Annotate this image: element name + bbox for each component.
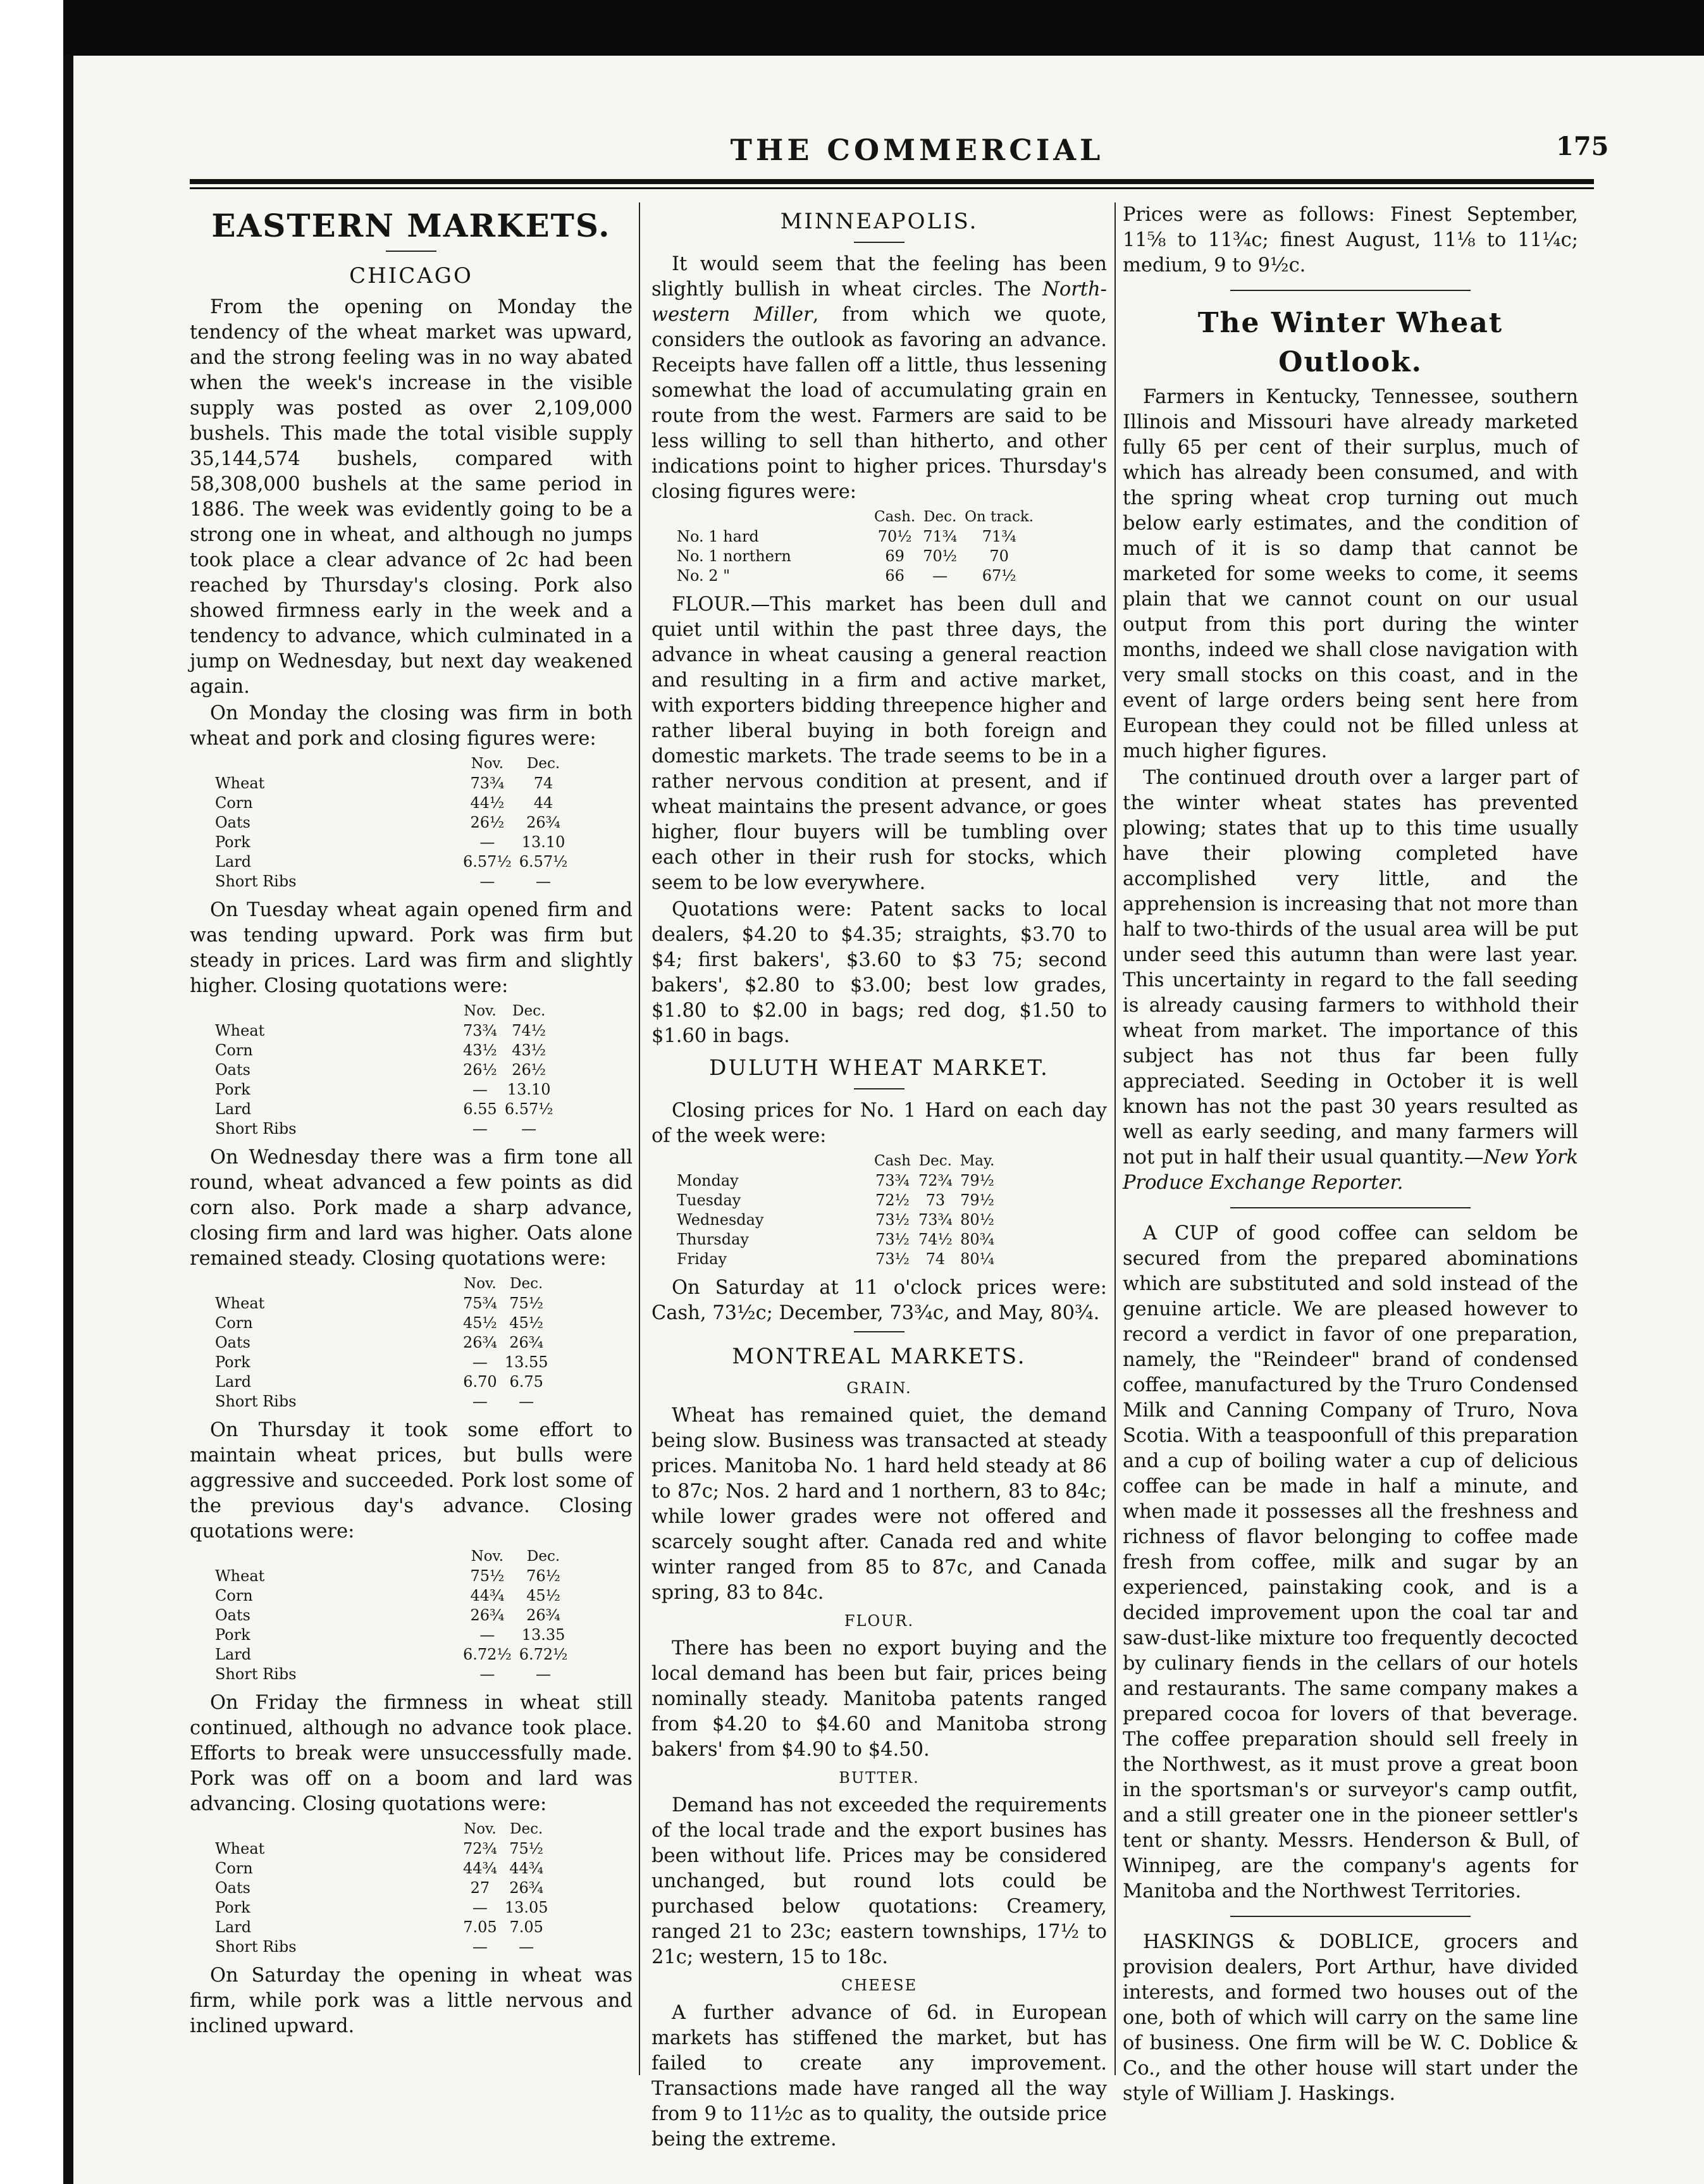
table-cell: 74 [925,1250,946,1268]
table-cell: 13.05 [504,1899,548,1916]
table-cell: — [479,1626,495,1644]
table-cell: — [479,1665,495,1683]
quote-table [215,1820,548,1957]
table-cell: — [519,1938,534,1956]
table-cell: Corn [215,1041,253,1059]
table-row [677,566,1034,586]
quote-table [215,1274,548,1412]
table-row [215,1021,553,1041]
paragraph: A CUP of good coffee can seldom be secured from the prepared abominations which are substituted and sold instead of the genuine article. We are pleased however to record a verdict in favor of one preparation, namely, the "Reindeer" brand of condensed coffee, manufactured by the Truro Condensed Milk and Canning Company of Truro, Nova Scotia. With a teaspoonfull of this preparation and a cup of boiling water a cup of delicious coffee can be made in half a minute, and when made it possesses all the freshness and richness of flavor belonging to coffee made fresh from coffee, milk and sugar by an experienced, painstaking cook, and is a decided improvement upon the coal tar and saw-dust-like mixture too frequently decocted by culinary fiends in the cellars of our hotels and restaurants. The same company makes a prepared cocoa for lovers of that beverage. The coffee preparation should sell freely in the Northwest, as it must prove a great boon in the sportsman's or surveyor's camp outfit, and a still greater one in the pioneer settler's tent or shanty. Messrs. Henderson & Bull, of Winnipeg, are the company's agents for Manitoba and the Northwest Territories. [1123,1222,1578,1902]
table-cell: 43½ [463,1041,497,1059]
table-cell: — [479,833,495,851]
table-cell: 6.57½ [504,1100,553,1118]
table-cell: Thursday [677,1231,749,1248]
table-cell: — [536,872,552,890]
column-header: Nov. [464,1821,497,1837]
table-cell: 79½ [960,1191,994,1209]
short-rule [854,1088,904,1089]
table-cell: Short Ribs [215,1120,297,1138]
table-cell: 73½ [875,1250,910,1268]
table-row [215,1372,548,1392]
table-row [215,833,567,852]
paragraph: On Saturday the opening in wheat was firm, while pork was a little nervous and inclined upward. [190,1964,633,2037]
paragraph: HASKINGS & DOBLICE, grocers and provision dealers, Port Arthur, have divided interests, and formed two houses out of the one, both of which will carry on the same line of business. One firm will be W. C. Doblice & Co., and the other house will start under the style of William J. Haskings. [1123,1931,1578,2105]
column-header: Cash [874,1153,911,1169]
table-cell: Lard [215,1100,252,1118]
table-cell: 67½ [982,567,1016,585]
table-row [215,813,567,833]
scan-left-margin [0,0,63,2184]
paragraph: On Monday the closing was firm in both wheat and pork and closing figures were: [190,702,633,750]
table-cell: Short Ribs [215,872,297,890]
table-row [215,1625,567,1645]
table-row [215,1665,567,1684]
table-row [215,1080,553,1100]
paragraph: Farmers in Kentucky, Tennessee, southern Illinois and Missouri have already marketed fully 65 per cent of their surplus, much of which has already been consumed, and with the spring wheat crop turning out much below early estimates, and the condition of much of it is so damp that cannot be marketed for some weeks to come, it seems plain that we cannot count on our usual output from this port during the winter months, indeed we shall close navigation with very small stocks on this coast, and in the event of large orders being sent here from European they could not be filled unless at much higher figures. [1123,386,1578,762]
scan-binding-line [63,54,73,2184]
table-cell: 6.55 [463,1100,497,1118]
table-cell: Lard [215,853,252,871]
table-cell: 71¾ [923,528,958,545]
section-title: DULUTH WHEAT MARKET. [709,1055,1049,1081]
table-row [677,547,1034,566]
table-cell: 26¾ [463,1334,497,1351]
table-cell: Wheat [215,774,265,792]
page-number: 175 [1556,132,1609,161]
paragraph: On Saturday at 11 o'clock prices were: Cash, 73½c; December, 73¾c, and May, 80¾. [651,1277,1107,1324]
table-cell: — [932,567,948,585]
table-row [215,1878,548,1898]
table-cell: Lard [215,1646,252,1663]
subsection-title: CHICAGO [349,263,473,289]
paragraph: Quotations were: Patent sacks to local dealers, $4.20 to $4.35; straights, $3.70 to $4; first bakers', $3.60 to $3 75; second bakers', $2.80 to $3.00; best low grades, $1.80 to $2.00 in bags; red dog, $1.50 to $1.60 in bags. [651,898,1107,1047]
table-cell: Corn [215,1314,253,1332]
column-rule [1114,202,1116,2075]
table-cell: — [519,1393,534,1410]
table-cell: — [472,1081,488,1098]
table-cell: Wheat [215,1294,265,1312]
table-cell: 72½ [875,1191,910,1209]
table-cell: 27 [470,1879,490,1897]
paragraph: Demand has not exceeded the requirements of the local trade and the export busines has been without life. Prices may be considered unchanged, but round lots could be purchased below quotations: Creamery, ranged 21 to 23c; eastern townships, 17½ to 21c; western, 15 to 18c. [651,1794,1107,1968]
table-cell: 76½ [526,1567,560,1585]
table-cell: 26¾ [526,1606,560,1624]
table-row [215,1041,553,1060]
table-row [215,1060,553,1080]
table-cell: 13.55 [504,1353,548,1371]
table-cell: 73¾ [875,1172,910,1189]
table-cell: 6.57½ [519,853,568,871]
table-row [215,1119,553,1139]
column-header: May. [960,1153,995,1169]
table-cell: 44¾ [470,1587,505,1604]
short-rule [854,1331,904,1332]
column-header: Dec. [510,1275,543,1292]
table-cell: 74½ [512,1022,546,1039]
column-header: Dec. [526,755,560,772]
table-row [215,793,567,813]
table-cell: 13.10 [507,1081,551,1098]
table-cell: Pork [215,1899,250,1916]
paragraph: On Tuesday wheat again opened firm and was tending upward. Pork was firm but steady in prices. Lard was firm and slightly higher. Closing quotations were: [190,899,633,997]
table-cell: 45½ [509,1314,544,1332]
column-rule [639,202,640,2075]
table-cell: — [472,1393,488,1410]
table-cell: 73½ [875,1231,910,1248]
table-cell: 73¾ [470,774,505,792]
ornament-rule [1230,290,1471,291]
table-cell: 45½ [526,1587,560,1604]
running-head: THE COMMERCIAL [730,133,1104,167]
table-cell: 73 [925,1191,946,1209]
table-cell: Friday [677,1250,727,1268]
table-cell: 26¾ [470,1606,505,1624]
paragraph: Closing prices for No. 1 Hard on each day of the week were: [651,1100,1107,1147]
column-header: Cash. [874,509,916,525]
subsection-title: FLOUR. [844,1612,915,1630]
table-row [215,1645,567,1665]
table-cell: 72¾ [463,1840,497,1858]
table-cell: Wednesday [677,1211,764,1229]
column-winter-wheat [1123,202,1578,2108]
table-cell: 13.35 [521,1626,565,1644]
table-row [677,1250,994,1269]
table-cell: 6.70 [463,1373,497,1391]
column-header: Dec. [510,1821,543,1837]
column-header: Nov. [464,1275,497,1292]
table-cell: Corn [215,1587,253,1604]
table-row [215,774,567,793]
ornament-rule [1230,1207,1471,1208]
table-row [215,1100,553,1119]
column-header: Nov. [471,1548,504,1565]
column-header: Dec. [918,1153,952,1169]
paragraph: On Thursday it took some effort to maintain wheat prices, but bulls were aggressive and succeeded. Pork lost some of the previous day's advance. Closing quotations were: [190,1419,633,1542]
table-cell: 70½ [923,547,958,565]
table-cell: 73¾ [463,1022,497,1039]
table-cell: 75¾ [463,1294,497,1312]
table-cell: 74½ [918,1231,953,1248]
table-cell: 70½ [877,528,912,545]
table-cell: 26½ [512,1061,546,1079]
table-row [215,1839,548,1859]
table-cell: 45½ [463,1314,497,1332]
table-cell: 80¼ [960,1250,994,1268]
quote-table [215,1002,553,1139]
table-cell: 43½ [512,1041,546,1059]
table-cell: 74 [533,774,553,792]
table-cell: 80¾ [960,1231,994,1248]
paragraph: From the opening on Monday the tendency of the wheat market was upward, and the strong feeling was in no way abated when the week's increase in the visible supply was posted as over 2,109,000 bushels. This made the total visible supply 35,144,574 bushels, compared with 58,308,000 bushels at the same period in 1886. The week was evidently going to be a strong one in wheat, and although no jumps took place a clear advance of 2c had been reached by Thursday's closing. Pork also showed firmness early in the week and a tendency to advance, which culminated in a jump on Wednesday, but next day weakened again. [190,296,633,698]
table-cell: 75½ [509,1294,544,1312]
table-row [215,1859,548,1878]
table-cell: Short Ribs [215,1665,297,1683]
table-cell: Short Ribs [215,1393,297,1410]
scan-top-edge [0,0,1704,56]
table-cell: Pork [215,1626,250,1644]
quote-table [215,754,567,891]
table-cell: 75½ [509,1840,544,1858]
table-cell: Wheat [215,1022,265,1039]
subsection-title: GRAIN. [846,1379,912,1397]
table-row [215,1918,548,1937]
paragraph: FLOUR.—This market has been dull and quiet until within the past three days, the advance in wheat causing a general reaction and resulting in a firm and active market, with exporters bidding threepence higher and rather liberal buying in both foreign and domestic markets. The trade seems to be in a rather nervous condition at present, and if wheat maintains the present advance, or goes higher, flour buyers will be tumbling over each other in their rush for stocks, which seem to be low everywhere. [651,593,1107,894]
table-row [677,1230,994,1250]
table-row [215,1606,567,1625]
section-title: EASTERN MARKETS. [211,207,611,244]
table-cell: 80½ [960,1211,994,1229]
table-cell: 6.75 [509,1373,543,1391]
table-cell: Oats [215,1879,250,1897]
table-cell: Corn [215,1859,253,1877]
table-cell: 26¾ [509,1334,544,1351]
table-cell: Corn [215,794,253,812]
table-row [215,1567,567,1586]
table-cell: Lard [215,1373,252,1391]
column-header: Nov. [464,1003,497,1019]
table-cell: Pork [215,1081,250,1098]
short-rule [386,251,436,252]
table-cell: Oats [215,1606,250,1624]
table-cell: 73¾ [918,1211,953,1229]
table-cell: 75½ [470,1567,505,1585]
subsection-title: CHEESE [841,1976,918,1994]
paragraph: Prices were as follows: Finest September, 11⅝ to 11¾c; finest August, 11⅛ to 11¼c; medium, 9 to 9½c. [1123,204,1578,276]
table-cell: — [472,1353,488,1371]
table-row [215,872,567,891]
table-row [215,852,567,872]
table-cell: — [479,872,495,890]
table-row [677,1171,994,1191]
header-rule [190,179,1594,184]
column-header: Nov. [471,755,504,772]
table-cell: 70 [989,547,1009,565]
column-eastern-markets [190,202,633,2040]
table-row [215,1333,548,1353]
table-cell: Short Ribs [215,1938,297,1956]
column-header: Dec. [526,1548,560,1565]
table-cell: 6.72½ [519,1646,568,1663]
table-cell: No. 1 northern [677,547,791,565]
section-title: The Winter Wheat Outlook. [1197,307,1503,378]
table-cell: — [472,1899,488,1916]
table-cell: 79½ [960,1172,994,1189]
paragraph: Wheat has remained quiet, the demand being slow. Business was transacted at steady prices. Manitoba No. 1 hard held steady at 86 to 87c; Nos. 2 hard and 1 northern, 83 to 84c; while lower grades were not offered and scarcely sought after. Canada red and white winter ranged from 85 to 87c, and Canada spring, 83 to 84c. [651,1405,1107,1604]
table-cell: Pork [215,1353,250,1371]
paragraph: On Friday the firmness in wheat still continued, although no advance took place. Efforts to break were unsuccessfully made. Pork was off on a boom and lard was advancing. Closing quotations were: [190,1692,633,1815]
table-cell: 71¾ [982,528,1016,545]
table-cell: Lard [215,1918,252,1936]
table-cell: 6.72½ [463,1646,512,1663]
column-header: On track. [965,509,1034,525]
paragraph: There has been no export buying and the local demand has been but fair, prices being nominally steady. Manitoba patents ranged from $4.20 to $4.60 and Manitoba strong bakers' from $4.90 to $4.50. [651,1637,1107,1761]
quote-table [677,507,1034,586]
short-rule [854,242,904,243]
table-cell: 72¾ [918,1172,953,1189]
table-cell: 73½ [875,1211,910,1229]
subsection-title: BUTTER. [839,1769,920,1787]
table-cell: Monday [677,1172,739,1189]
table-cell: Wheat [215,1840,265,1858]
table-cell: — [536,1665,552,1683]
table-row [677,527,1034,547]
paragraph: On Wednesday there was a firm tone all round, wheat advanced a few points as did corn also. Pork made a sharp advance, closing firm and lard was higher. Oats alone remained steady. Closing quotations were: [190,1146,633,1270]
table-row [215,1294,548,1313]
table-row [215,1937,548,1957]
section-title: MONTREAL MARKETS. [732,1344,1027,1369]
paragraph: It would seem that the feeling has been slightly bullish in wheat circles. The North-western Miller, from which we quote, considers the outlook as favoring an advance. Receipts have fallen off a little, thus lessening somewhat the load of accumulating grain en route from the west. Farmers are said to be less willing to sell than hitherto, and other indications point to higher prices. Thursday's closing figures were: [651,253,1107,503]
table-cell: 26½ [470,814,505,831]
table-cell: 44¾ [463,1859,497,1877]
table-cell: 7.05 [463,1918,497,1936]
paragraph: A further advance of 6d. in European markets has stiffened the market, but has failed to create any improvement. Transactions made have ranged all the way from 9 to 11½c as to quality, the outside price being the extreme. [651,2002,1107,2150]
table-cell: No. 1 hard [677,528,759,545]
table-row [215,1392,548,1412]
column-header: Dec. [923,509,957,525]
table-row [215,1586,567,1606]
table-row [677,1210,994,1230]
section-title: MINNEAPOLIS. [780,209,979,234]
table-cell: 7.05 [509,1918,543,1936]
table-cell: 26¾ [526,814,560,831]
table-cell: 66 [885,567,904,585]
table-cell: 44¾ [509,1859,544,1877]
table-row [677,1191,994,1210]
table-cell: Oats [215,814,250,831]
table-cell: 44½ [470,794,505,812]
column-header: Dec. [512,1003,546,1019]
table-cell: — [521,1120,537,1138]
quote-table [677,1151,994,1269]
table-cell: Wheat [215,1567,265,1585]
table-cell: 69 [885,547,904,565]
table-row [215,1353,548,1372]
table-cell: — [472,1120,488,1138]
table-cell: 26½ [463,1061,497,1079]
table-row [215,1898,548,1918]
table-cell: 44 [533,794,553,812]
table-cell: Oats [215,1061,250,1079]
table-cell: — [472,1938,488,1956]
table-cell: 26¾ [509,1879,544,1897]
table-cell: 13.10 [521,833,565,851]
table-cell: 6.57½ [463,853,512,871]
table-cell: Oats [215,1334,250,1351]
quote-table [215,1547,567,1684]
table-cell: No. 2 " [677,567,731,585]
paragraph: The continued drouth over a larger part of the winter wheat states has prevented plowing; states that up to this time usually have their plowing completed have accomplished very little, and the apprehension is increasing that not more than half to two-thirds of the usual area will be put under seed this autumn than were last year. This uncertainty in regard to the fall seeding is already causing farmers to withhold their wheat from market. The importance of this subject has not thus far been fully appreciated. Seeding in October it is well known has not the past 30 years resulted as well as early seeding, and many farmers will not put in half their usual quantity.—New York Produce Exchange Reporter. [1123,767,1578,1194]
table-cell: Tuesday [677,1191,741,1209]
table-row [215,1313,548,1333]
header-rule-thin [190,187,1594,189]
ornament-rule [1230,1916,1471,1917]
table-cell: Pork [215,833,250,851]
column-minneapolis [651,202,1107,2154]
